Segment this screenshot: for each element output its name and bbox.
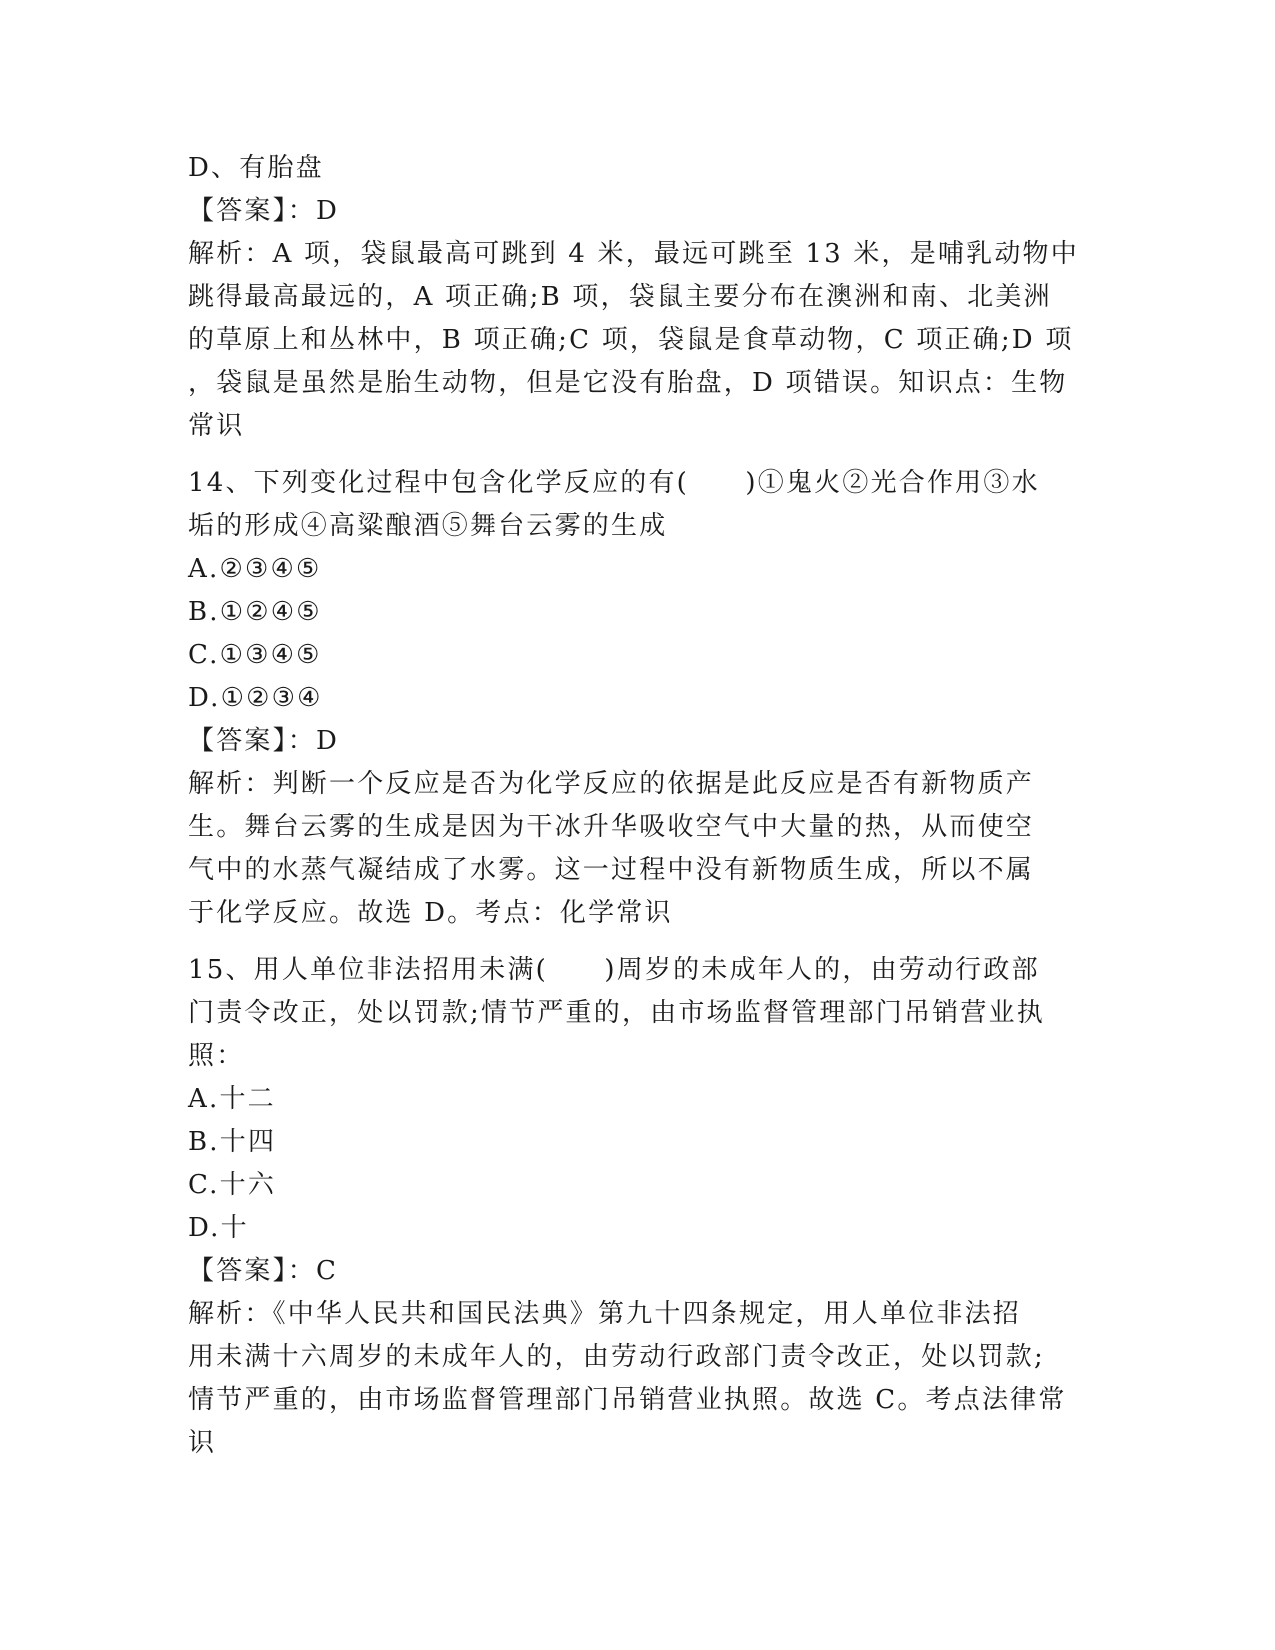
option-d: D.十 [188,1213,249,1243]
analysis-line: 用未满十六周岁的未成年人的，由劳动行政部门责令改正，处以罚款; [188,1342,1045,1372]
option-a: A.十二 [188,1084,276,1114]
question-text-line: 门责令改正，处以罚款;情节严重的，由市场监督管理部门吊销营业执 [188,998,1045,1028]
question-text-line: 14、下列变化过程中包含化学反应的有( )①鬼火②光合作用③水 [188,468,1040,498]
question-14 [188,462,1088,935]
document-page [188,147,1088,1465]
answer: 【答案】：C [188,1256,339,1286]
analysis-line: 情节严重的，由市场监督管理部门吊销营业执照。故选 C。考点法律常 [188,1385,1067,1415]
option-d: D.①②③④ [188,683,323,713]
answer: 【答案】：D [188,196,340,226]
analysis-line: 解析：《中华人民共和国民法典》第九十四条规定，用人单位非法招 [188,1299,1022,1329]
question-13-tail [188,147,1088,448]
option-c: C.十六 [188,1170,277,1200]
analysis [188,1293,1088,1465]
question-text-line: 照： [188,1041,245,1071]
analysis-line: 解析：判断一个反应是否为化学反应的依据是此反应是否有新物质产 [188,769,1035,799]
option-a: A.②③④⑤ [188,554,322,584]
question-15 [188,949,1088,1465]
analysis-line: 识 [188,1428,217,1458]
analysis [188,233,1088,448]
option-b: B.十四 [188,1127,277,1157]
option-c: C.①③④⑤ [188,640,322,670]
analysis-line: 常识 [188,411,245,441]
answer: 【答案】：D [188,726,340,756]
analysis-line: ，袋鼠是虽然是胎生动物，但是它没有胎盘，D 项错误。知识点：生物 [188,368,1068,398]
question-text-line: 垢的形成④高粱酿酒⑤舞台云雾的生成 [188,511,668,541]
analysis-line: 的草原上和丛林中，B 项正确;C 项，袋鼠是食草动物，C 项正确;D 项 [188,325,1074,355]
analysis-line: 于化学反应。故选 D。考点：化学常识 [188,898,673,928]
question-text-line: 15、用人单位非法招用未满( )周岁的未成年人的，由劳动行政部 [188,955,1040,985]
analysis-line: 生。舞台云雾的生成是因为干冰升华吸收空气中大量的热，从而使空 [188,812,1035,842]
analysis-line: 气中的水蒸气凝结成了水雾。这一过程中没有新物质生成，所以不属 [188,855,1035,885]
option-d: D、有胎盘 [188,153,324,183]
analysis-line: 跳得最高最远的，A 项正确;B 项，袋鼠主要分布在澳洲和南、北美洲 [188,282,1052,312]
option-b: B.①②④⑤ [188,597,322,627]
analysis-line: 解析：A 项，袋鼠最高可跳到 4 米，最远可跳至 13 米，是哺乳动物中 [188,239,1079,269]
analysis [188,763,1088,935]
